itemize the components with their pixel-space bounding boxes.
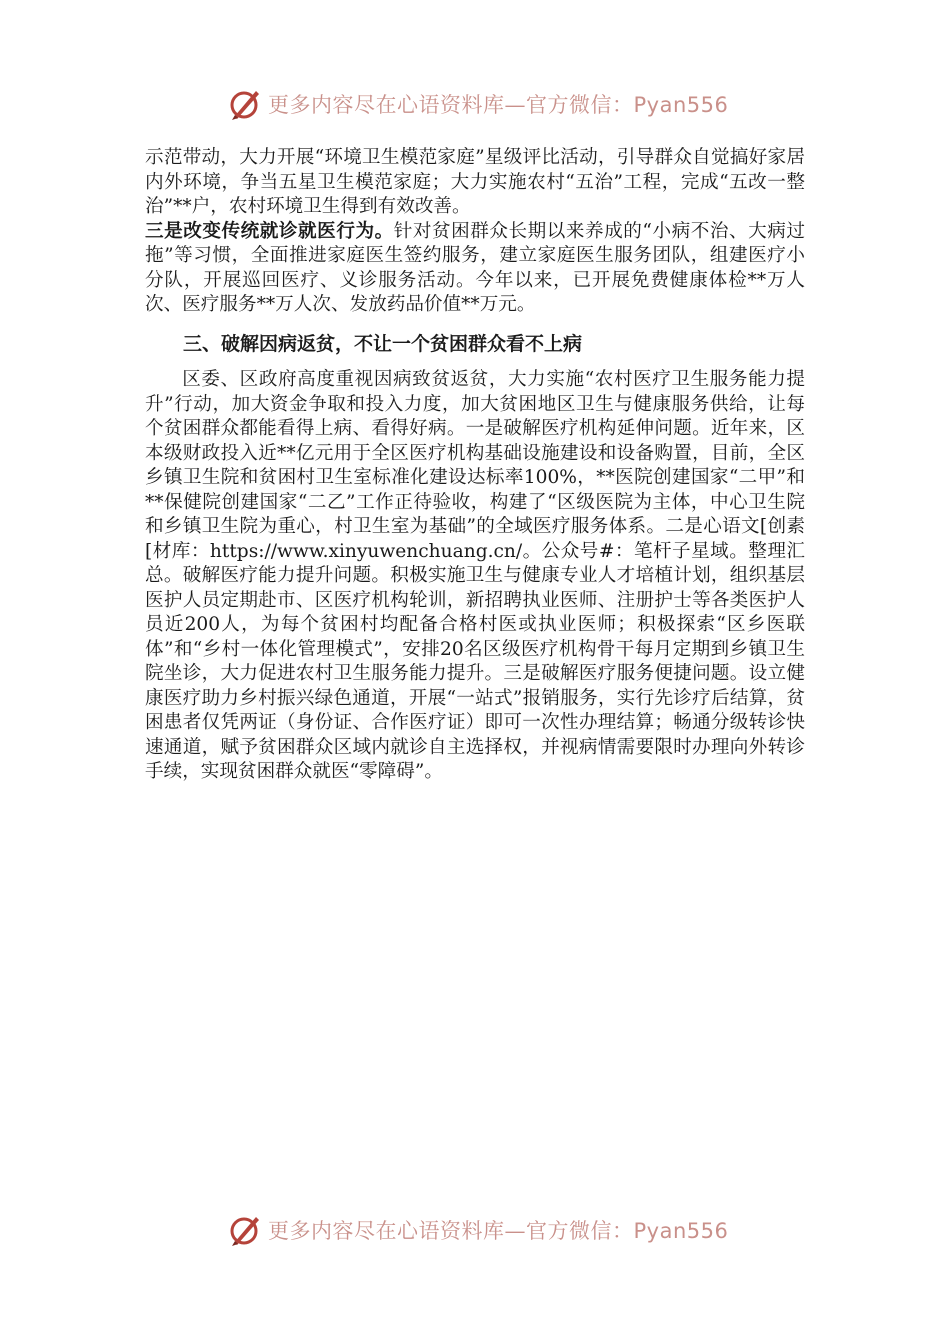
- pen-logo-icon: [228, 1213, 262, 1247]
- wechat-id: Pyan556: [633, 93, 729, 117]
- paragraph-prev-2: 三是改变传统就诊就医行为。针对贫困群众长期以来养成的“小病不治、大病过拖”等习惯，全面推进家庭医生签约服务，建立家庭医生服务团队，组建医疗小分队，开展巡回医疗、义诊服务活动。今年以来，已开展免费健康体检**万人次、医疗服务**万人次、发放药品价值**万元。: [145, 220, 805, 315]
- paragraph-lead: 三是改变传统就诊就医行为。: [145, 220, 394, 242]
- section-heading: 三、破解因病返贫，不让一个贫困群众看不上病: [183, 332, 583, 355]
- wechat-id: Pyan556: [633, 1219, 729, 1243]
- header-watermark-banner: [228, 86, 748, 122]
- watermark-text: 更多内容尽在心语资料库—官方微信：Pyan556: [268, 1219, 729, 1243]
- document-body: [145, 146, 805, 785]
- footer-watermark-banner: [228, 1212, 748, 1248]
- paragraph-prev-1: 示范带动，大力开展“环境卫生模范家庭”星级评比活动，引导群众自觉搞好家居内外环境，争当五星卫生模范家庭；大力实施农村“五治”工程，完成“五改一整治”**户，农村环境卫生得到有效改善。: [145, 147, 805, 217]
- section-body: 区委、区政府高度重视因病致贫返贫，大力实施“农村医疗卫生服务能力提升”行动，加大资金争取和投入力度，加大贫困地区卫生与健康服务供给，让每个贫困群众都能看得上病、看得好病。一是破解医疗机构延伸问题。近年来，区本级财政投入近**亿元用于全区医疗机构基础设施建设和设备购置，目前，全区乡镇卫生院和贫困村卫生室标准化建设达标率100%，**医院创建国家“二甲”和**保健院创建国家“二乙”工作正待验收，构建了“区级医院为主体，中心卫生院和乡镇卫生院为重心，村卫生室为基础”的全域医疗服务体系。二是心语文[创素[材库：https://www.xinyuwenchuang.cn/。公众号#：笔杆子星域。整理汇总。破解医疗能力提升问题。积极实施卫生与健康专业人才培植计划，组织基层医护人员定期赴市、区医疗机构轮训，新招聘执业医师、注册护士等各类医护人员近200人，为每个贫困村均配备合格村医或执业医师；积极探索“区乡医联体”和“乡村一体化管理模式”，安排20名区级医疗机构骨干每月定期到乡镇卫生院坐诊，大力促进农村卫生服务能力提升。三是破解医疗服务便捷问题。设立健康医疗助力乡村振兴绿色通道，开展“一站式”报销服务，实行先诊疗后结算，贫困患者仅凭两证（身份证、合作医疗证）即可一次性办理结算；畅通分级转诊快速通道，赋予贫困群众区域内就诊自主选择权，并视病情需要限时办理向外转诊手续，实现贫困群众就医“零障碍”。: [145, 369, 805, 782]
- watermark-text: 更多内容尽在心语资料库—官方微信：Pyan556: [268, 93, 729, 117]
- pen-logo-icon: [228, 87, 262, 121]
